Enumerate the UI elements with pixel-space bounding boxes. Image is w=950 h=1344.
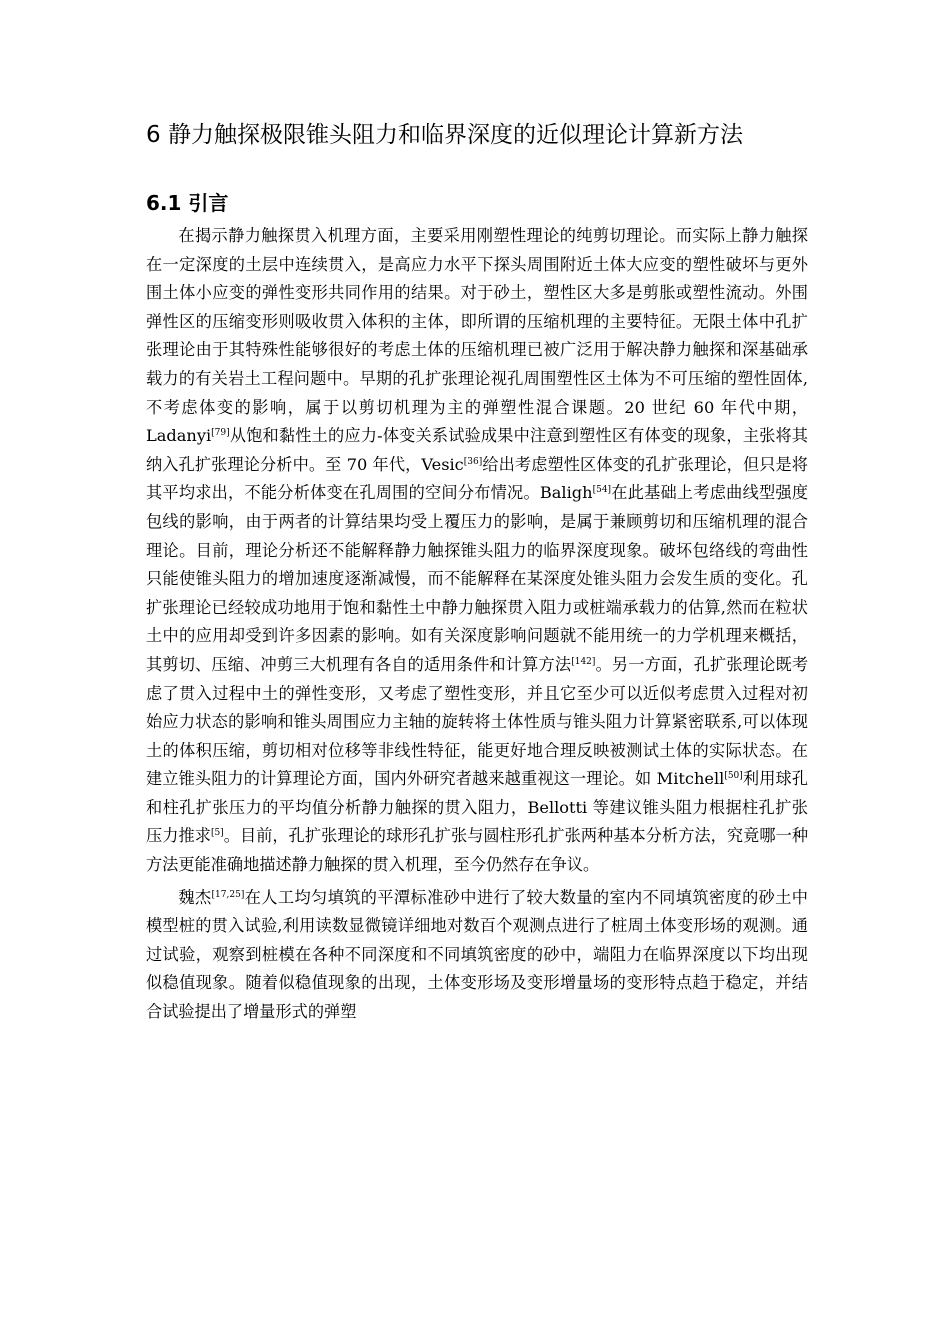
body-paragraph — [146, 222, 808, 880]
citation-ref: [5] — [210, 828, 224, 839]
section-heading: 6.1 引言 — [146, 191, 229, 215]
text-run: 从饱和黏性土的应力-体变关系试验成果中注意到塑性区有体变的现象，主张将其纳入孔扩张理论分析中。至 70 年代，Vesic — [146, 426, 808, 474]
chapter-title: 6 静力触探极限锥头阻力和临界深度的近似理论计算新方法 — [146, 122, 743, 148]
citation-ref: [36] — [463, 456, 483, 467]
citation-ref: [50] — [724, 771, 743, 782]
citation-ref: [142] — [571, 656, 596, 667]
body-text — [146, 222, 808, 1027]
text-run: 在人工均匀填筑的平潭标准砂中进行了较大数量的室内不同填筑密度的砂土中模型桩的贯入试验,利用读数显微镜详细地对数百个观测点进行了桩周土体变形场的观测。通过试验，观察到桩模在各种不同深度和不同填筑密度的砂中，端阻力在临界深度以下均出现似稳值现象。随着似稳值现象的出现，土体变形场及变形增量场的变形特点趋于稳定，并结合试验提出了增量形式的弹塑 — [146, 887, 808, 1022]
text-run: 在揭示静力触探贯入机理方面，主要采用刚塑性理论的纯剪切理论。而实际上静力触探在一定深度的土层中连续贯入，是高应力水平下探头周围附近土体大应变的塑性破坏与更外围土体小应变的弹性变形共同作用的结果。对于砂土，塑性区大多是剪胀或塑性流动。外围弹性区的压缩变形则吸收贯入体积的主体，即所谓的压缩机理的主要特征。无限土体中孔扩张理论由于其特殊性能够很好的考虑土体的压缩机理已被广泛用于解决静力触探和深基础承载力的有关岩土工程问题中。早期的孔扩张理论视孔周围塑性区土体为不可压缩的塑性固体,不考虑体变的影响，属于以剪切机理为主的弹塑性混合课题。20 世纪 60 年代中期，Ladanyi — [146, 226, 808, 446]
citation-ref: [17,25] — [211, 889, 245, 900]
citation-ref: [54] — [592, 485, 612, 496]
citation-ref: [79] — [211, 428, 230, 439]
text-run: 给出考虑塑性区体变的孔扩张理论，但只是将其平均求出，不能分析体变在孔周围的空间分布情况。Baligh — [146, 454, 808, 503]
text-run: 魏杰 — [178, 887, 212, 907]
text-run: 利用球孔和柱孔扩张压力的平均值分析静力触探的贯入阻力，Bellotti 等建议锥头阻力根据柱孔扩张压力推求 — [146, 769, 809, 846]
text-run: 。目前，孔扩张理论的球形孔扩张与圆柱形孔扩张两种基本分析方法，究竟哪一种方法更能准确地描述静力触探的贯入机理，至今仍然存在争议。 — [146, 826, 809, 875]
document-page — [146, 118, 808, 1027]
body-paragraph — [146, 884, 808, 1027]
text-run: 。另一方面，孔扩张理论既考虑了贯入过程中土的弹性变形，又考虑了塑性变形，并且它至少可以近似考虑贯入过程对初始应力状态的影响和锥头周围应力主轴的旋转将土体性质与锥头阻力计算紧密联系,可以体现土的体积压缩，剪切相对位移等非线性特征，能更好地合理反映被测试土体的实际状态。在建立锥头阻力的计算理论方面，国内外研究者越来越重视这一理论。如 Mitchell — [146, 654, 809, 789]
text-run: 在此基础上考虑曲线型强度包线的影响，由于两者的计算结果均受上覆压力的影响，是属于兼顾剪切和压缩机理的混合理论。目前，理论分析还不能解释静力触探锥头阻力的临界深度现象。破坏包络线的弯曲性只能使锥头阻力的增加速度逐渐减慢，而不能解释在某深度处锥头阻力会发生质的变化。孔扩张理论已经较成功地用于饱和黏性土中静力触探贯入阻力或桩端承载力的估算,然而在粒状土中的应用却受到许多因素的影响。如有关深度影响问题就不能用统一的力学机理来概括，其剪切、压缩、冲剪三大机理有各自的适用条件和计算方法 — [146, 483, 809, 674]
